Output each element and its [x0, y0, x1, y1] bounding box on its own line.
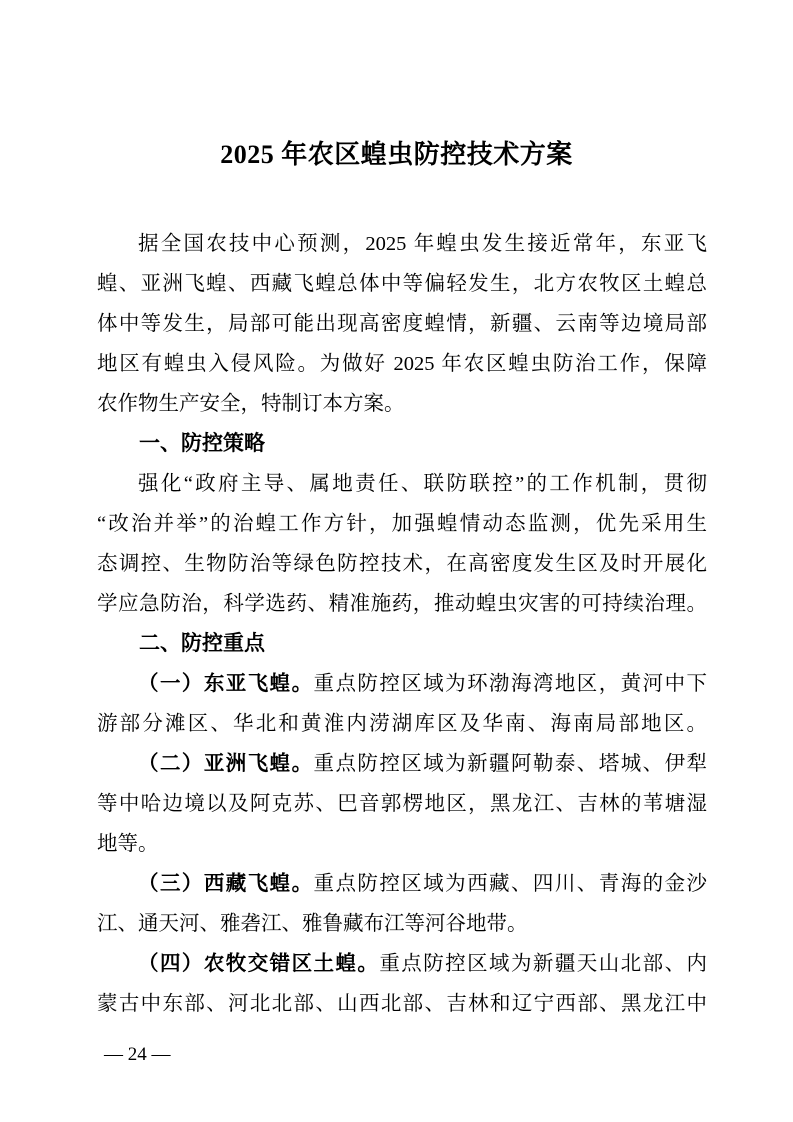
bold-lead-text: （四）农牧交错区土蝗。 [138, 953, 380, 975]
section-heading: 一、防控策略 [139, 432, 265, 455]
bold-lead-text: （二）亚洲飞蝗。 [138, 753, 314, 775]
body-text: 学应急防治，科学选药、精准施药，推动蝗虫灾害的可持续治理。 [97, 593, 707, 615]
body-text: “改治并举”的治蝗工作方针，加强蝗情动态监测，优先采用生 [97, 513, 707, 535]
body-text: 蒙古中东部、河北北部、山西北部、吉林和辽宁西部、黑龙江中 [97, 993, 707, 1015]
body-text: 据全国农技中心预测，2025 年蝗虫发生接近常年，东亚飞 [138, 233, 707, 255]
body-text: 游部分滩区、华北和黄淮内涝湖库区及华南、海南局部地区。 [97, 713, 707, 735]
body-text: 蝗、亚洲飞蝗、西藏飞蝗总体中等偏轻发生，北方农牧区土蝗总 [97, 273, 707, 295]
bold-lead-text: （三）西藏飞蝗。 [138, 873, 314, 895]
body-text: 重点防控区域为新疆阿勒泰、塔城、伊犁 [313, 753, 707, 775]
body-line [97, 944, 707, 984]
body-line [97, 704, 707, 744]
body-line [97, 984, 707, 1024]
body-line [97, 864, 707, 904]
body-line [97, 384, 707, 424]
body-line [97, 464, 707, 504]
body-text: 农作物生产安全，特制订本方案。 [97, 393, 405, 415]
body-line [97, 304, 707, 344]
body-text: 等中哈边境以及阿克苏、巴音郭楞地区，黑龙江、吉林的苇塘湿 [97, 793, 707, 815]
body-line [97, 264, 707, 304]
body-line [97, 784, 707, 824]
body-line [97, 504, 707, 544]
body-text: 地等。 [97, 833, 159, 855]
body-text: 地区有蝗虫入侵风险。为做好 2025 年农区蝗虫防治工作，保障 [97, 353, 707, 375]
bold-lead-text: （一）东亚飞蝗。 [138, 673, 314, 695]
body-line [97, 904, 707, 944]
body-text: 体中等发生，局部可能出现高密度蝗情，新疆、云南等边境局部 [97, 313, 707, 335]
body-line [97, 544, 707, 584]
body-line [97, 824, 707, 864]
document-body [97, 224, 707, 1024]
body-line [97, 224, 707, 264]
body-line [97, 744, 707, 784]
section-heading: 二、防控重点 [139, 632, 265, 655]
body-line [97, 664, 707, 704]
body-text: 强化“政府主导、属地责任、联防联控”的工作机制，贯彻 [138, 473, 707, 495]
body-line [97, 584, 707, 624]
body-line [97, 344, 707, 384]
body-text: 重点防控区域为环渤海湾地区，黄河中下 [313, 673, 707, 695]
body-text: 重点防控区域为新疆天山北部、内 [379, 953, 707, 975]
body-text: 重点防控区域为西藏、四川、青海的金沙 [313, 873, 707, 895]
body-text: 江、通天河、雅砻江、雅鲁藏布江等河谷地带。 [97, 913, 528, 935]
page-number: — 24 — [104, 1044, 171, 1065]
document-title: 2025 年农区蝗虫防控技术方案 [220, 140, 573, 169]
body-text: 态调控、生物防治等绿色防控技术，在高密度发生区及时开展化 [97, 553, 707, 575]
